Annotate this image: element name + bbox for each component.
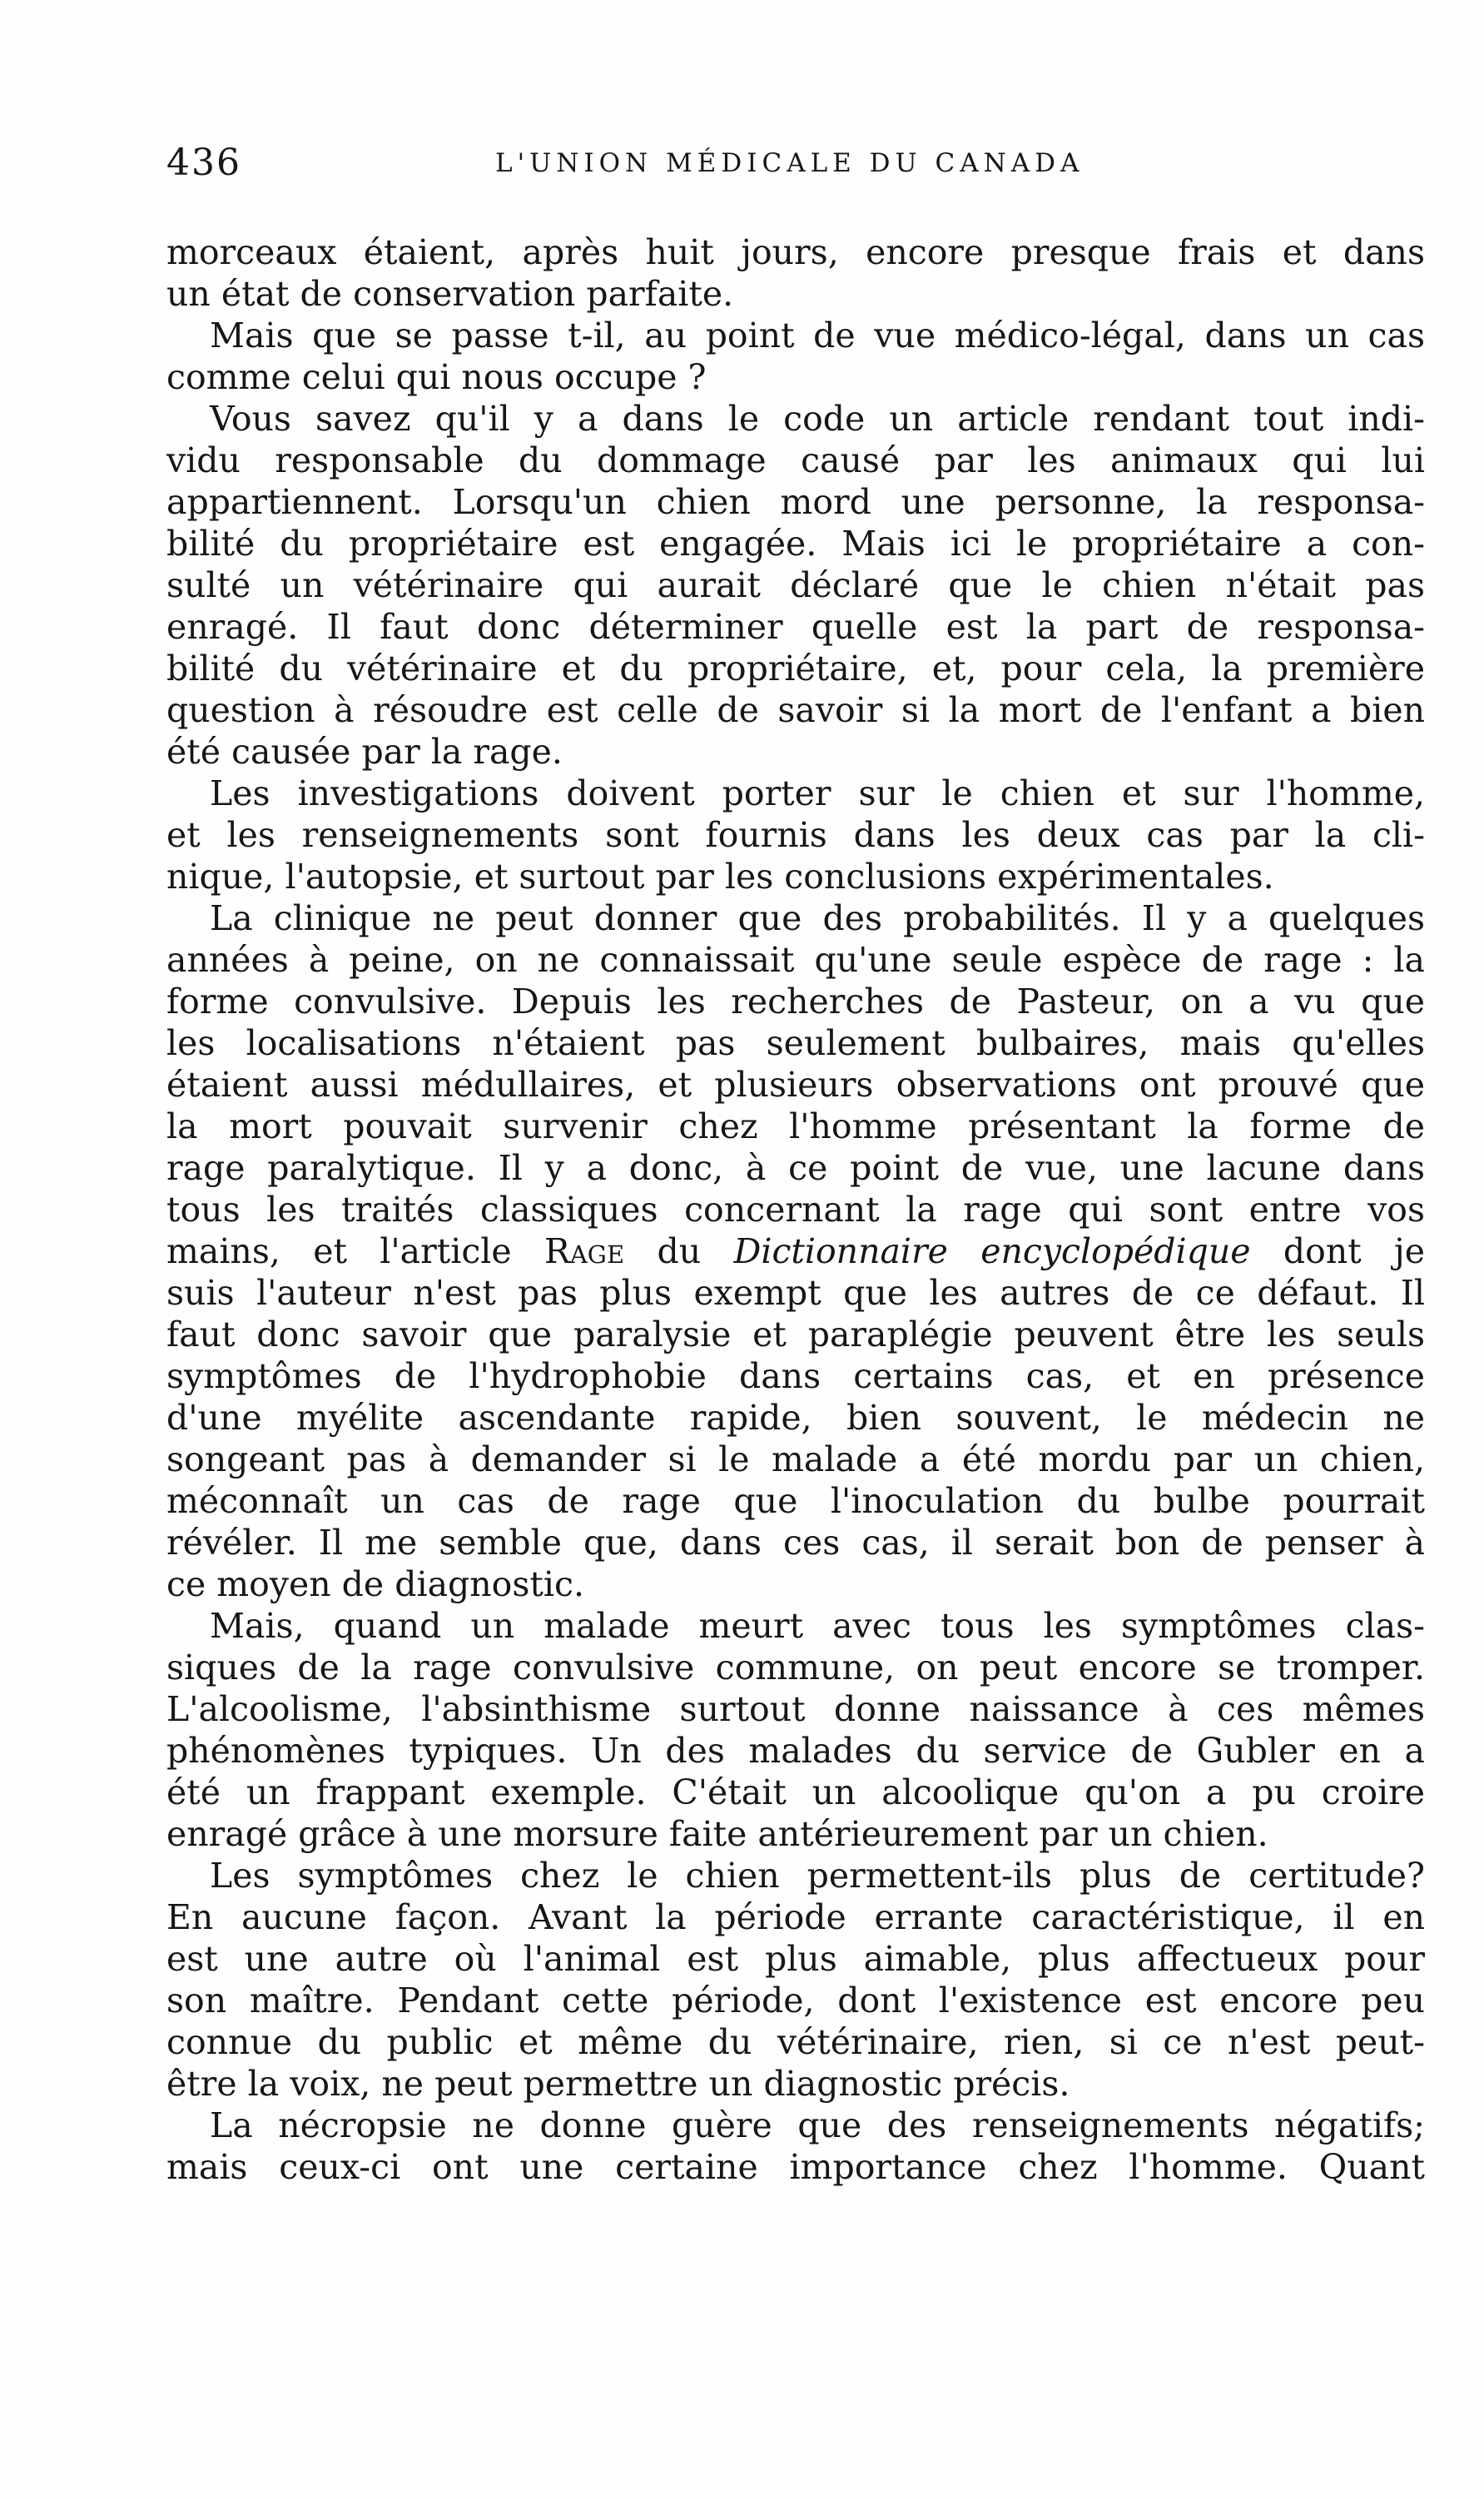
text-line: révéler. Il me semble que, dans ces cas, il serait bon de penser à <box>166 1523 1425 1563</box>
text-line: rage paralytique. Il y a donc, à ce point de vue, une lacune dans <box>166 1148 1425 1188</box>
text-line: suis l'auteur n'est pas plus exempt que les autres de ce défaut. Il <box>166 1273 1425 1313</box>
text-line: nique, l'autopsie, et surtout par les conclusions expérimentales. <box>166 857 1274 897</box>
text-line: La nécropsie ne donne guère que des renseignements négatifs; <box>210 2105 1425 2145</box>
running-head: L'UNION MÉDICALE DU CANADA <box>495 148 1084 178</box>
text-line: Les investigations doivent porter sur le chien et sur l'homme, <box>210 773 1425 813</box>
text-line: comme celui qui nous occupe ? <box>166 357 707 397</box>
text-line: ce moyen de diagnostic. <box>166 1564 584 1604</box>
text-line: L'alcoolisme, l'absinthisme surtout donne naissance à ces mêmes <box>166 1689 1425 1729</box>
text-line: sulté un vétérinaire qui aurait déclaré que le chien n'était pas <box>166 565 1425 605</box>
text-line: son maître. Pendant cette période, dont l'existence est encore peu <box>166 1981 1425 2020</box>
text-line: En aucune façon. Avant la période errante caractéristique, il en <box>166 1897 1425 1937</box>
text-line: siques de la rage convulsive commune, on peut encore se tromper. <box>166 1648 1425 1687</box>
text-line: les localisations n'étaient pas seulement bulbaires, mais qu'elles <box>166 1023 1425 1063</box>
text-line: mains, et l'article Rage du Dictionnaire encyclopédique dont je <box>166 1231 1426 1271</box>
text-line: La clinique ne peut donner que des probabilités. Il y a quelques <box>210 898 1425 938</box>
text-line: mais ceux-ci ont une certaine importance chez l'homme. Quant <box>166 2147 1425 2187</box>
text-line: été un frappant exemple. C'était un alcoolique qu'on a pu croire <box>166 1772 1425 1812</box>
text-line: un état de conservation parfaite. <box>166 274 734 314</box>
page-header <box>166 142 1240 191</box>
text-line: bilité du propriétaire est engagée. Mais ici le propriétaire a con- <box>166 524 1425 564</box>
text-line: être la voix, ne peut permettre un diagnostic précis. <box>166 2064 1070 2104</box>
text-line: d'une myélite ascendante rapide, bien souvent, le médecin ne <box>166 1398 1425 1438</box>
text-line: étaient aussi médullaires, et plusieurs observations ont prouvé que <box>166 1065 1425 1105</box>
text-line: est une autre où l'animal est plus aimable, plus affectueux pour <box>166 1939 1425 1979</box>
text-line: Les symptômes chez le chien permettent-ils plus de certitude? <box>210 1856 1425 1896</box>
text-line: symptômes de l'hydrophobie dans certains cas, et en présence <box>166 1356 1425 1396</box>
text-line: Mais que se passe t-il, au point de vue médico-légal, dans un cas <box>210 316 1425 355</box>
text-line: été causée par la rage. <box>166 732 563 772</box>
text-line: enragé grâce à une morsure faite antérieurement par un chien. <box>166 1814 1268 1854</box>
text-line: phénomènes typiques. Un des malades du service de Gubler en a <box>166 1731 1425 1771</box>
text-line: et les renseignements sont fournis dans les deux cas par la cli- <box>166 815 1425 855</box>
text-line: question à résoudre est celle de savoir si la mort de l'enfant a bien <box>166 690 1425 730</box>
text-line: bilité du vétérinaire et du propriétaire, et, pour cela, la première <box>166 649 1425 688</box>
text-line: appartiennent. Lorsqu'un chien mord une personne, la responsa- <box>166 482 1425 522</box>
text-line: faut donc savoir que paralysie et paraplégie peuvent être les seuls <box>166 1315 1425 1354</box>
text-line: songeant pas à demander si le malade a été mordu par un chien, <box>166 1439 1425 1479</box>
page-number: 436 <box>166 142 241 184</box>
text-line: Mais, quand un malade meurt avec tous les symptômes clas- <box>210 1606 1425 1646</box>
text-line: la mort pouvait survenir chez l'homme présentant la forme de <box>166 1106 1425 1146</box>
text-line: connue du public et même du vétérinaire, rien, si ce n'est peut- <box>166 2022 1425 2062</box>
text-line: vidu responsable du dommage causé par les animaux qui lui <box>166 440 1425 480</box>
body-text <box>166 231 1425 2188</box>
text-line: Vous savez qu'il y a dans le code un article rendant tout indi- <box>210 399 1425 439</box>
text-line: méconnaît un cas de rage que l'inoculation du bulbe pourrait <box>166 1481 1425 1521</box>
text-line: enragé. Il faut donc déterminer quelle est la part de responsa- <box>166 607 1425 647</box>
text-line: tous les traités classiques concernant la rage qui sont entre vos <box>166 1190 1425 1230</box>
text-line: années à peine, on ne connaissait qu'une seule espèce de rage : la <box>166 940 1425 980</box>
text-line: morceaux étaient, après huit jours, encore presque frais et dans <box>166 232 1425 272</box>
text-line: forme convulsive. Depuis les recherches de Pasteur, on a vu que <box>166 982 1425 1021</box>
